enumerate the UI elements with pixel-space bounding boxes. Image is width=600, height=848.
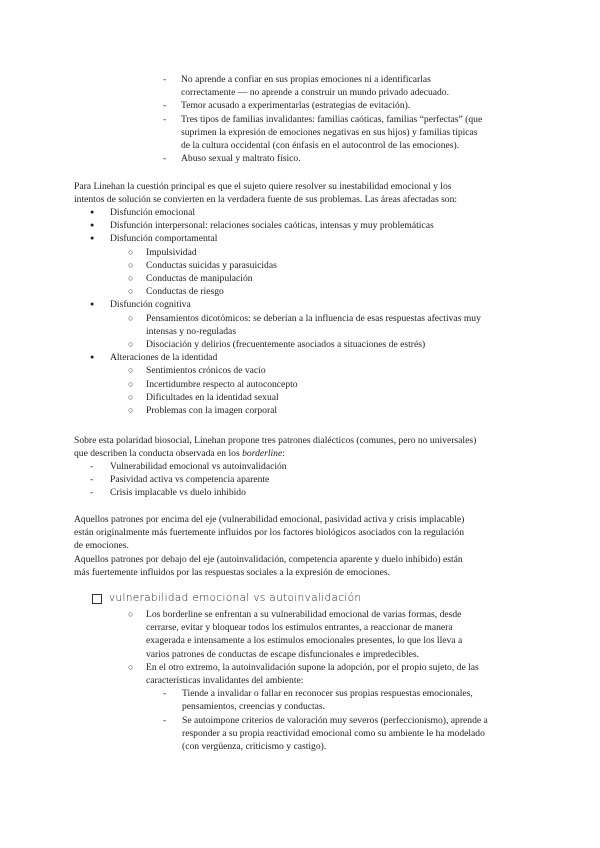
patterns-list [90,460,510,500]
paragraph-line: Aquellos patrones por debajo del eje (autoinvalidación, competencia aparente y duelo inhibido) están [74,553,463,565]
circle-marker: ○ [128,405,134,416]
sub-list-item [90,285,590,298]
circle-marker: ○ [128,339,134,350]
list-text: varios patrones de conductas de escape disfuncionales e impredecibles. [146,648,420,660]
circle-marker: ○ [128,273,134,284]
list-text: Disfunción interpersonal: relaciones sociales caóticas, intensas y muy problemáticas [110,220,434,232]
sub-list-item [90,404,590,417]
circle-marker: ○ [128,259,134,270]
sub-list-item [90,246,590,259]
paragraph-line: intentos de solución se convierten en la verdadera fuente de sus problemas. Las áreas afectadas son: [74,194,458,206]
list-item [128,661,588,687]
sub-list-item [128,714,588,754]
list-item [90,206,590,219]
areas-list [90,206,590,417]
list-item [90,473,510,486]
sub-list-item [90,338,590,351]
list-item [128,608,588,661]
list-text: Conductas suicidas y parasuicidas [146,259,277,271]
checklist-item[interactable] [92,592,361,605]
dash-marker: - [163,100,167,112]
linehan-paragraph [74,180,584,206]
list-text: No aprende a confiar en sus propias emociones ni a identificarlas [181,74,431,85]
list-text: Los borderline se enfrentan a su vulnerabilidad emocional de varias formas, desde [146,609,462,620]
sub-list-item [90,259,590,272]
sub-list-item [90,378,590,391]
dash-marker: - [90,461,94,472]
list-text: Disfunción emocional [110,207,195,218]
dash-marker: - [90,487,94,499]
paragraph-line: Aquellos patrones por encima del eje (vulnerabilidad emocional, pasividad activa y crisis implacable) [74,514,465,525]
checkbox[interactable] [92,594,102,604]
list-text: (con vergüenza, criticismo y castigo). [182,741,327,753]
bullet-marker: ● [90,300,95,309]
list-text: Pensamientos dicotómicos: se deberían a la influencia de esas respuestas afectivas muy [146,312,481,324]
text-span: : [282,448,285,460]
list-item [163,99,583,112]
list-text: Tiende a invalidar o fallar en reconocer sus propias respuestas emocionales, [182,688,473,700]
list-item [90,298,590,311]
paragraph-line [74,447,589,460]
paragraph-line: más fuertemente influidos por las respuestas sociales a la expresión de emociones. [74,566,390,578]
list-text: Conductas de manipulación [146,273,253,285]
polaridad-paragraph [74,434,589,460]
list-text: exagerada e intensamente a los estímulos emocionales presentes, lo que los lleva a [146,635,463,647]
list-text: pensamientos, creencias y conductas. [182,701,326,713]
dash-marker: - [163,714,167,726]
list-item [90,486,510,499]
list-text: Conductas de riesgo [146,286,224,298]
list-text: Alteraciones de la identidad [110,352,218,364]
list-item [90,351,590,364]
list-item [163,113,583,153]
text-span: que describen la conducta observada en los [74,448,243,460]
list-text: intensas y no-reguladas [146,325,237,337]
sub-list-item [90,391,590,404]
paragraph-line: están originalmente más fuertemente influidos por los factores biológicos asociados con la regulación [74,527,465,539]
circle-marker: ○ [128,246,134,257]
bullet-marker: ● [90,234,95,243]
list-item [163,152,583,165]
bullet-marker: ● [90,221,95,230]
bullet-marker: ● [90,353,95,362]
list-text: Sentimientos crónicos de vacío [146,365,266,377]
list-text: Disfunción comportamental [110,233,218,245]
sub-list-item [90,312,590,338]
sub-list-item [90,272,590,285]
sub-list-item [90,364,590,377]
circle-marker: ○ [128,286,134,297]
list-text: Abuso sexual y maltrato físico. [181,153,301,165]
list-text: Tres tipos de familias invalidantes: familias caóticas, familias “perfectas” (que [181,113,483,125]
list-text: Problemas con la imagen corporal [146,405,278,417]
list-text: Impulsividad [146,246,197,258]
list-text: responder a su propia reactividad emocional como su ambiente le ha modelado [182,727,485,739]
list-text: Disfunción cognitiva [110,299,191,311]
section-heading: vulnerabilidad emocional vs autoinvalidación [109,592,362,604]
paragraph-line: Sobre esta polaridad biosocial, Linehan propone tres patrones dialécticos (comunes, pero no universales) [74,435,477,446]
sub-list-item [128,687,588,713]
list-text: Dificultades en la identidad sexual [146,391,279,403]
list-text: Disociación y delirios (frecuentemente asociados a situaciones de estrés) [146,339,426,351]
dash-marker: - [163,153,167,165]
paragraph-line: Para Linehan la cuestión principal es que el sujeto quiere resolver su inestabilidad emocional y los [74,181,452,192]
circle-marker: ○ [128,365,134,376]
paragraph-line: de emociones. [74,540,129,552]
top-dash-list [163,73,583,165]
list-item [90,460,510,473]
list-item [90,232,590,245]
list-text: En el otro extremo, la autoinvalidación supone la adopción, por el propio sujeto, de las [146,661,479,673]
section-list [128,608,588,753]
list-item [90,219,590,232]
list-text: cerrarse, evitar y bloquear todos los estímulos entrantes, a reaccionar de manera [146,622,453,634]
dash-marker: - [163,688,167,700]
circle-marker: ○ [128,391,134,402]
list-item [163,73,583,99]
circle-marker: ○ [128,661,134,672]
list-text: de la cultura occidental (con énfasis en el autocontrol de las emociones). [181,140,460,152]
list-text: Incertidumbre respecto al autoconcepto [146,378,298,390]
list-text: Temor acusado a experimentarlas (estrategias de evitación). [181,100,411,112]
bullet-marker: ● [90,208,95,216]
circle-marker: ○ [128,609,134,619]
list-text: Crisis implacable vs duelo inhibido [110,487,246,499]
dash-marker: - [163,74,167,85]
dash-marker: - [163,113,167,125]
italic-term: borderline [242,448,283,460]
list-text: suprimen la expresión de emociones negativas en sus hijos) y familias típicas [181,126,478,138]
circle-marker: ○ [128,378,134,389]
eje-paragraph [74,513,589,579]
dash-marker: - [90,474,94,486]
list-text: Se autoimpone criterios de valoración muy severos (perfeccionismo), aprende a [182,714,488,726]
list-text: Vulnerabilidad emocional vs autoinvalidación [110,461,287,472]
list-text: Pasividad activa vs competencia aparente [110,474,270,486]
list-text: correctamente — no aprende a construir un mundo privado adecuado. [181,87,449,99]
list-text: características invalidantes del ambiente: [146,675,304,687]
circle-marker: ○ [128,312,134,323]
